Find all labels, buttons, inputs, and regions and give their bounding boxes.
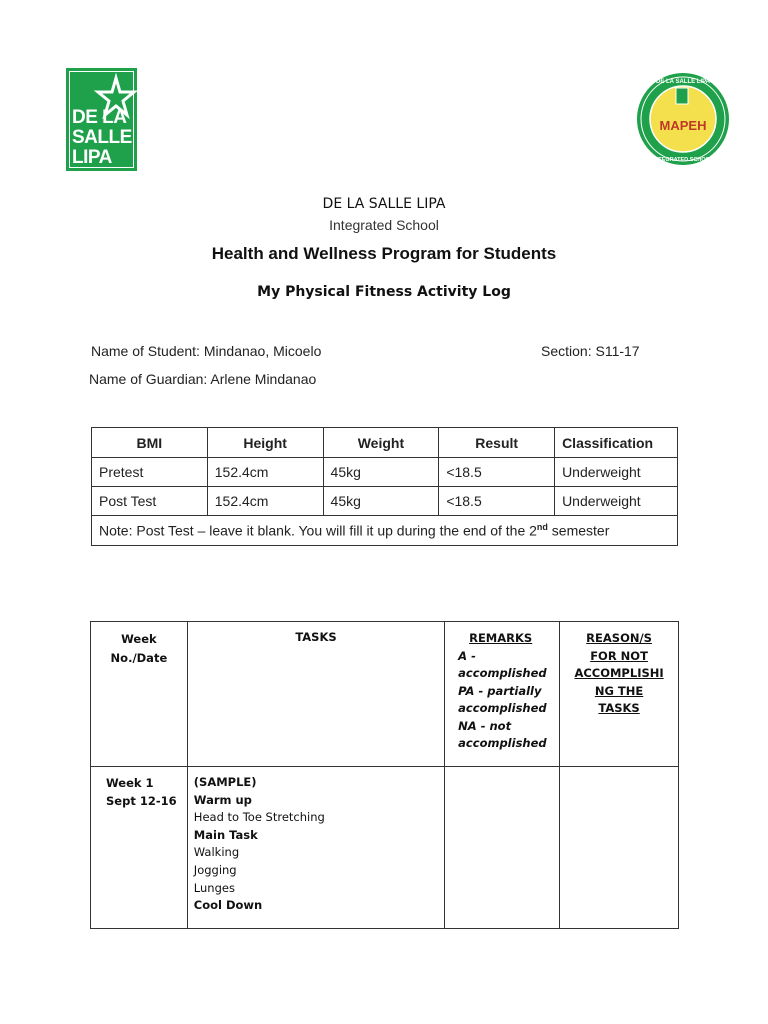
task-item: Head to Toe Stretching: [193, 810, 325, 825]
remarks-title: REMARKS: [469, 631, 533, 645]
task-item: Main Task: [193, 827, 258, 842]
bmi-header-bmi: BMI: [92, 428, 208, 458]
reason-header-line: FOR NOT: [590, 648, 648, 663]
remarks-legend-na-text: accomplished: [458, 736, 547, 750]
bmi-cell: Underweight: [555, 458, 678, 487]
guardian-value: Arlene Mindanao: [210, 371, 317, 387]
remarks-cell[interactable]: [445, 767, 560, 929]
reason-header-line: REASON/S: [586, 631, 652, 645]
section-line: [541, 343, 640, 359]
section-label: Section:: [541, 343, 592, 359]
seal-center-text: MAPEH: [659, 118, 707, 133]
bmi-header-weight: Weight: [323, 428, 439, 458]
logo-line-1: DE LA: [72, 107, 127, 128]
bmi-note-row: [92, 516, 678, 546]
bmi-cell: <18.5: [439, 458, 555, 487]
reason-header-line: ACCOMPLISHI: [574, 666, 664, 680]
task-item: Warm up: [193, 792, 252, 807]
student-name-value: Mindanao, Micoelo: [203, 343, 322, 359]
mapeh-seal-logo: [636, 72, 730, 166]
bmi-note: [92, 516, 678, 546]
note-prefix: Note: Post Test – leave it blank. You will fill it up during the end of the 2: [99, 522, 537, 539]
de-la-salle-lipa-logo: [66, 68, 137, 171]
logo-line-2: SALLE: [72, 127, 132, 148]
reason-header-line: TASKS: [598, 701, 640, 715]
logo-line-3: LIPA: [72, 147, 112, 168]
bmi-table: [91, 427, 678, 546]
program-title: Health and Wellness Program for Students: [211, 244, 557, 263]
activity-log-table: [90, 621, 679, 929]
guardian-line: [89, 371, 316, 387]
week-date: Sept 12-16: [106, 794, 177, 808]
remarks-legend-a-text: accomplished: [458, 666, 547, 680]
seal-bottom-text: INTEGRATED SCHOOL: [652, 157, 714, 163]
student-name-label: Name of Student:: [91, 343, 200, 359]
reason-cell[interactable]: [560, 767, 679, 929]
task-item: Cool Down: [193, 898, 263, 913]
week-header-line-1: Week: [121, 632, 157, 646]
school-name: DE LA SALLE LIPA: [322, 196, 446, 212]
note-sup: nd: [536, 522, 548, 533]
remarks-header: [445, 622, 560, 767]
bmi-row-posttest: [92, 487, 678, 516]
task-item: Jogging: [193, 862, 237, 877]
table-row: [91, 767, 679, 929]
bmi-header-height: Height: [207, 428, 323, 458]
week-label: Week 1: [106, 776, 154, 790]
remarks-legend-pa: PA - partially: [458, 683, 542, 698]
bmi-header-row: [92, 428, 678, 458]
remarks-legend-pa-text: accomplished: [458, 701, 547, 715]
bmi-cell: 45kg: [323, 458, 439, 487]
bmi-header-result: Result: [439, 428, 555, 458]
task-item: Walking: [193, 845, 240, 860]
bmi-cell: 152.4cm: [207, 458, 323, 487]
bmi-cell: Post Test: [92, 487, 208, 516]
student-name-line: [91, 343, 321, 359]
tasks-header: TASKS: [187, 622, 444, 767]
bmi-cell: Pretest: [92, 458, 208, 487]
school-subtitle: Integrated School: [329, 217, 439, 233]
task-item: Lunges: [193, 880, 235, 895]
bmi-row-pretest: [92, 458, 678, 487]
reason-header: [560, 622, 679, 767]
guardian-label: Name of Guardian:: [89, 371, 208, 387]
bmi-cell: 152.4cm: [207, 487, 323, 516]
bmi-cell: 45kg: [323, 487, 439, 516]
note-suffix: semester: [547, 522, 610, 539]
task-item: (SAMPLE): [193, 775, 257, 789]
reason-header-line: NG THE: [594, 683, 644, 698]
bmi-cell: <18.5: [439, 487, 555, 516]
bmi-header-classification: Classification: [555, 428, 678, 458]
log-title: My Physical Fitness Activity Log: [257, 284, 511, 300]
tasks-cell: [187, 767, 444, 929]
week-header-line-2: No./Date: [110, 651, 168, 665]
week-cell: [91, 767, 188, 929]
seal-top-text: DE LA SALLE LIPA: [656, 79, 710, 85]
remarks-legend-a: A -: [458, 648, 476, 663]
remarks-legend-na: NA - not: [458, 718, 512, 733]
log-header-row: [91, 622, 679, 767]
section-value: S11-17: [595, 343, 640, 359]
week-header: [91, 622, 188, 767]
bmi-cell: Underweight: [555, 487, 678, 516]
